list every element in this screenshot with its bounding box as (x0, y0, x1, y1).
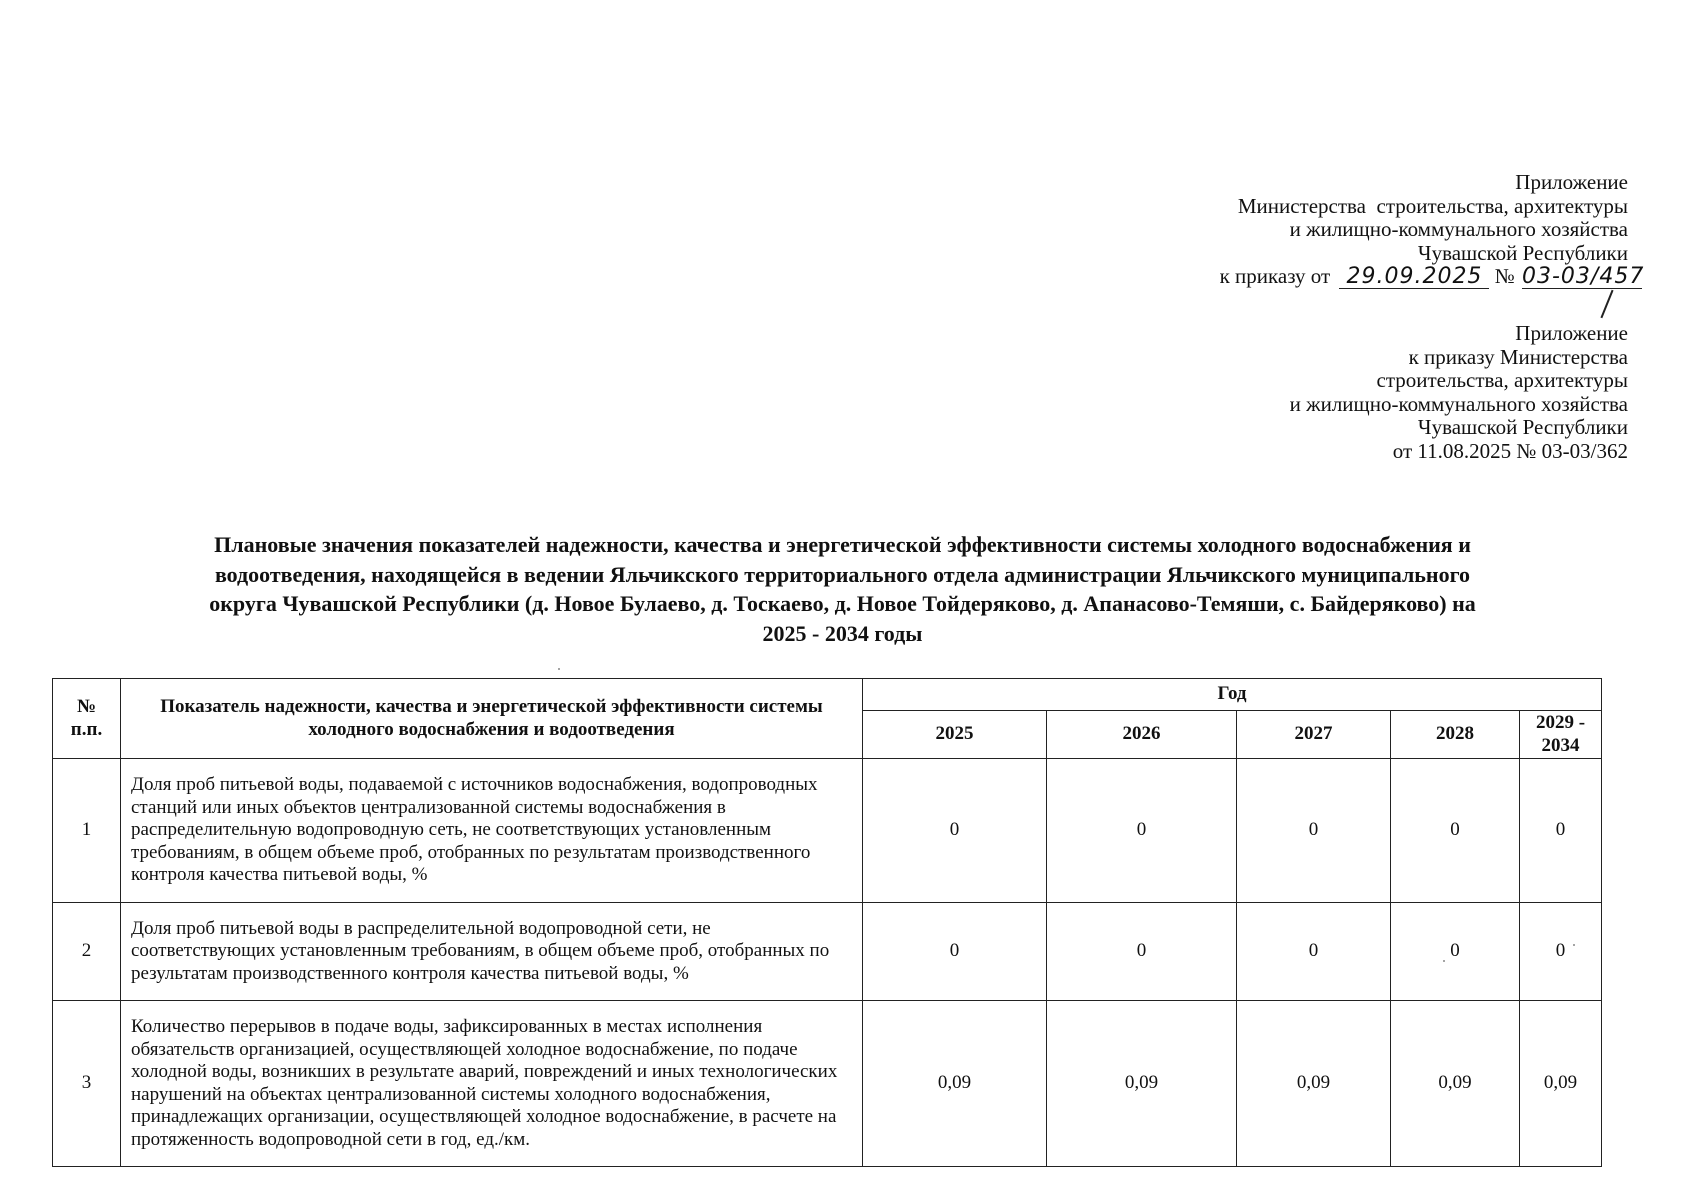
row-indicator-text: Доля проб питьевой воды, подаваемой с источников водоснабжения, водопроводных станций или иных объектов централизованной системы водоснабжения в распределительную водопроводную сеть, не соответствующих установленным требованиям, в общем объеме проб, отобранных по результатам производственного контроля качества питьевой воды, % (121, 759, 863, 903)
row-value: 0 (1391, 903, 1520, 1001)
header-indicator-column: Показатель надежности, качества и энергетической эффективности системы холодного водоснабжения и водоотведения (121, 679, 863, 759)
document-title (60, 530, 1625, 648)
title-line: водоотведения, находящейся в ведении Яльчикского территориального отдела администрации Яльчикского муниципального (214, 561, 1471, 587)
header-line: к приказу Министерства (1408, 344, 1628, 369)
header-approval-block (1219, 170, 1645, 289)
title-line: 2025 - 2034 годы (762, 620, 923, 646)
pen-stroke (1600, 290, 1613, 319)
row-value: 0 (1520, 759, 1602, 903)
handwritten-order-number: 03-03/457 (1522, 264, 1645, 289)
row-value: 0,09 (863, 1001, 1047, 1167)
header-year: 2028 (1391, 711, 1520, 759)
row-value: 0 (863, 759, 1047, 903)
row-value: 0 (1047, 759, 1237, 903)
row-value: 0 (1237, 903, 1391, 1001)
handwritten-order-date: 29.09.2025 (1339, 266, 1489, 289)
order-number-sign: № (1494, 264, 1515, 288)
header-line: и жилищно-коммунального хозяйства (1289, 217, 1628, 241)
row-value: 0 (1391, 759, 1520, 903)
row-value: 0,09 (1520, 1001, 1602, 1167)
title-line: Плановые значения показателей надежности, качества и энергетической эффективности системы холодного водоснабжения и (214, 532, 1471, 557)
row-value: 0,09 (1391, 1001, 1520, 1167)
scan-speck (1573, 944, 1575, 946)
header-line: от 11.08.2025 № 03-03/362 (1392, 438, 1628, 463)
header-line: Приложение (1515, 321, 1628, 345)
row-value: 0 (1520, 903, 1602, 1001)
table-row (53, 903, 1602, 1001)
header-year: 2027 (1237, 711, 1391, 759)
row-value: 0 (863, 903, 1047, 1001)
header-year: 2026 (1047, 711, 1237, 759)
header-line: строительства, архитектуры (1376, 368, 1628, 392)
header-year-group: Год (863, 679, 1602, 711)
scan-speck (558, 668, 560, 670)
scan-speck (1443, 960, 1445, 962)
order-line (1219, 264, 1645, 289)
row-number: 3 (53, 1001, 121, 1167)
table-row (53, 759, 1602, 903)
row-value: 0,09 (1237, 1001, 1391, 1167)
order-prefix: к приказу от (1219, 264, 1331, 288)
header-line: Министерства строительства, архитектуры (1237, 193, 1628, 218)
row-value: 0 (1047, 903, 1237, 1001)
header-line: Чувашской Республики (1417, 415, 1628, 439)
header-line: Чувашской Республики (1417, 240, 1628, 265)
indicators-table (52, 678, 1602, 1167)
header-line: Приложение (1515, 170, 1628, 194)
row-number: 2 (53, 903, 121, 1001)
row-number: 1 (53, 759, 121, 903)
row-indicator-text: Доля проб питьевой воды в распределительной водопроводной сети, не соответствующих установленным требованиям, в общем объеме проб, отобранных по результатам производственного контроля качества питьевой воды, % (121, 903, 863, 1001)
title-line: округа Чувашской Республики (д. Новое Булаево, д. Тоскаево, д. Новое Тойдеряково, д. Апанасово-Темяши, с. Байдеряково) на (209, 591, 1476, 616)
header-year: 2029 - 2034 (1520, 711, 1602, 759)
row-value: 0 (1237, 759, 1391, 903)
header-num-column: № п.п. (53, 679, 121, 759)
row-indicator-text: Количество перерывов в подаче воды, зафиксированных в местах исполнения обязательств организацией, осуществляющей холодное водоснабжение, по подаче холодной воды, возникших в результате аварий, повреждений и иных технологических нарушений на объектах централизованной системы холодного водоснабжения, принадлежащих организации, осуществляющей холодное водоснабжение, в расчете на протяженность водопроводной сети в год, ед./км. (121, 1001, 863, 1167)
header-line: и жилищно-коммунального хозяйства (1289, 391, 1628, 416)
header-year: 2025 (863, 711, 1047, 759)
table-row (53, 1001, 1602, 1167)
header-original-order-block (1290, 322, 1628, 463)
row-value: 0,09 (1047, 1001, 1237, 1167)
